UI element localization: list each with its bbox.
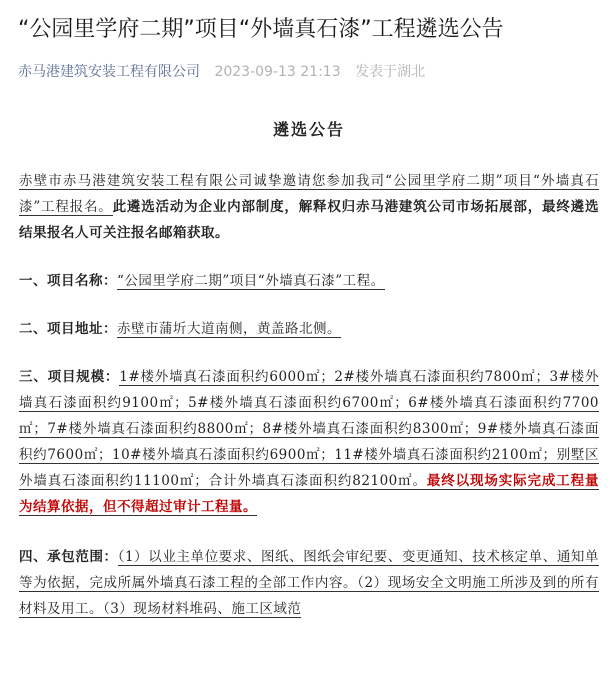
section-label: 三、项目规模： <box>19 369 120 385</box>
section-label: 二、项目地址： <box>19 321 117 337</box>
section-value: 1#楼外墙真石漆面积约6000㎡；2#楼外墙真石漆面积约7800㎡；3#楼外墙真石漆面积约9100㎡；5#楼外墙真石漆面积约6700㎡；6#楼外墙真石漆面积约7700㎡；7#楼外墙真石漆面积约8800㎡；8#楼外墙真石漆面积约8300㎡；9#楼外墙真石漆面积约7600㎡；10#楼外墙真石漆面积约6900㎡；11#楼外墙真石漆面积约2100㎡；别墅区外墙真石漆面积约11100㎡；合计外墙真石漆面积约82100㎡。 <box>19 369 599 489</box>
section-project-name <box>19 268 599 294</box>
article-title: “公园里学府二期”项目“外墙真石漆”工程遴选公告 <box>18 17 504 42</box>
publish-location: 发表于湖北 <box>355 64 426 80</box>
section-value: “公园里学府二期”项目“外墙真石漆”工程。 <box>117 273 385 289</box>
article-meta <box>18 62 425 82</box>
publish-time: 2023-09-13 21:13 <box>214 64 341 80</box>
section-value: 赤壁市蒲圻大道南侧，黄盖路北侧。 <box>117 321 341 337</box>
intro-paragraph <box>19 168 599 246</box>
intro-text: 赤壁市赤马港建筑安装工程有限公司诚挚邀请您参加我司“公园里学府二期”项目“外墙真石漆”工程报名。 <box>19 173 599 215</box>
author-link[interactable]: 赤马港建筑安装工程有限公司 <box>18 64 200 80</box>
section-label: 四、承包范围： <box>19 549 118 565</box>
section-value: （1）以业主单位要求、图纸、图纸会审纪要、变更通知、技术核定单、通知单等为依据，完成所属外墙真石漆工程的全部工作内容。（2）现场安全文明施工所涉及到的所有材料及用工。（3）现场材料堆码、施工区域范 <box>19 549 599 617</box>
settlement-note: 最终以现场实际完成工程量为结算依据，但不得超过审计工程量。 <box>19 473 600 515</box>
section-project-scale <box>19 364 599 520</box>
article-body <box>19 118 599 622</box>
section-project-address <box>19 316 599 342</box>
intro-bold-text: 此遴选活动为企业内部制度，解释权归赤马港建筑公司市场拓展部，最终遴选结果报名人可关注报名邮箱获取。 <box>19 199 599 241</box>
doc-heading: 遴选公告 <box>272 120 345 139</box>
section-contract-scope <box>19 544 599 622</box>
section-label: 一、项目名称： <box>19 273 117 289</box>
